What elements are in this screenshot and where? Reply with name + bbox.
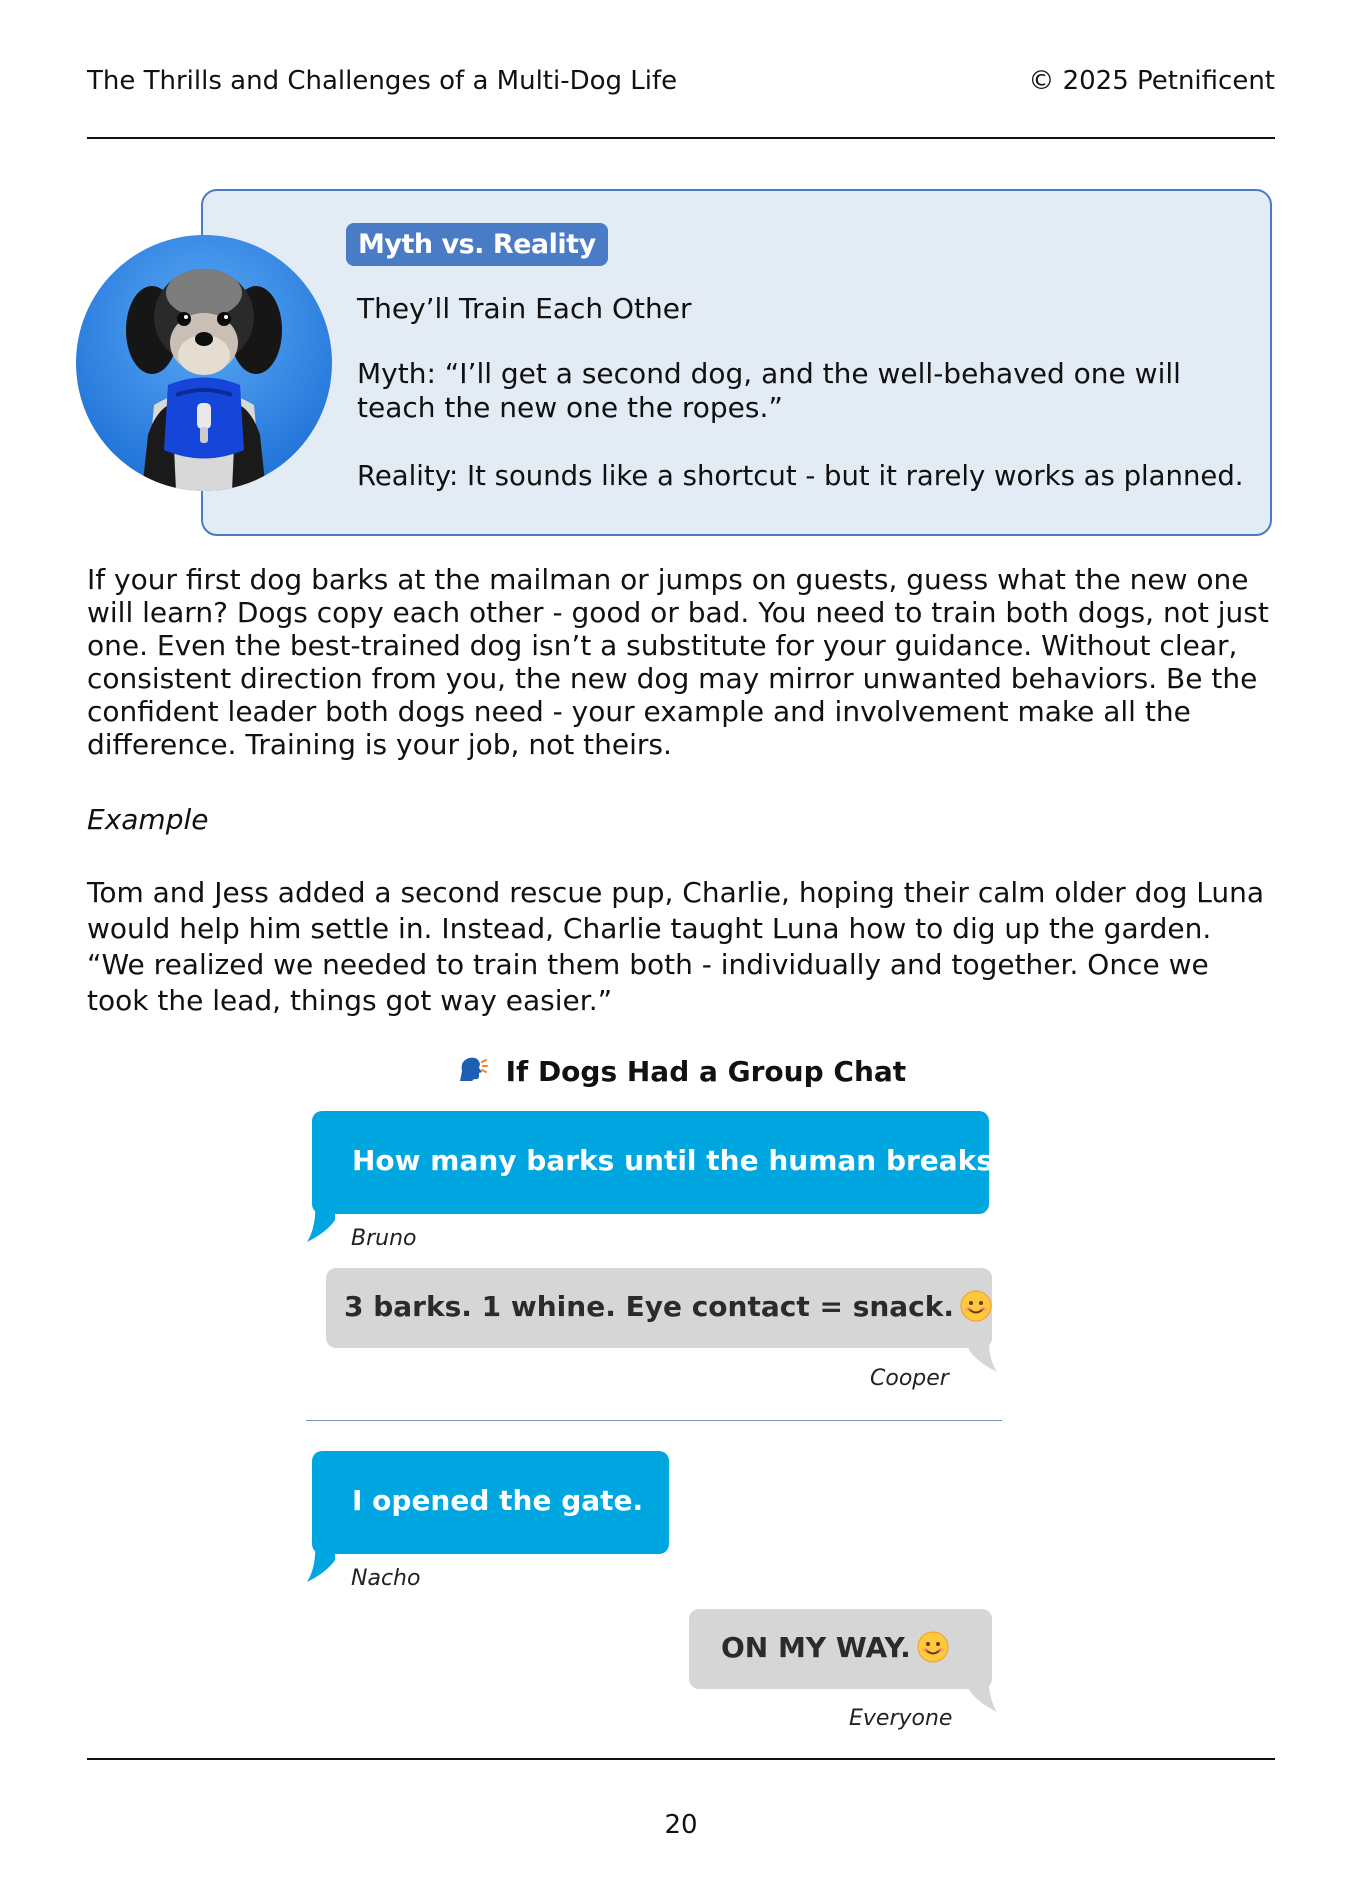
- group-chat-title-text: If Dogs Had a Group Chat: [505, 1055, 907, 1088]
- body-paragraph: If your first dog barks at the mailman or jumps on guests, guess what the new one will learn? Dogs copy each other - good or bad. You need to train both dogs, not just one. Even the best-trained dog isn’t a substitute for your guidance. Without clear, consistent direction from you, the new dog may mirror unwanted behaviors. Be the confident leader both dogs need - your example and involvement make all the difference. Training is your job, not theirs.: [87, 563, 1269, 761]
- myth-reality-badge: Myth vs. Reality: [346, 223, 608, 266]
- smiley-face-icon: [917, 1631, 949, 1670]
- dog-photo-icon: [76, 235, 332, 491]
- chat-divider: [306, 1420, 1002, 1421]
- chat-sender-cooper: Cooper: [870, 1366, 949, 1391]
- chat-bubble-everyone: [689, 1609, 992, 1689]
- chat-bubble-bruno: [312, 1111, 1010, 1214]
- smiley-face-icon: [960, 1290, 992, 1329]
- chat-bubble-cooper: [326, 1268, 992, 1348]
- page-number: 20: [664, 1810, 698, 1840]
- chat-sender-nacho: Nacho: [351, 1566, 421, 1591]
- myth-statement: Myth: “I’ll get a second dog, and the well-behaved one will teach the new one the ropes.”: [357, 357, 1181, 424]
- dog-avatar: [76, 235, 332, 491]
- running-header-copyright: © 2025 Petnificent: [1028, 66, 1275, 96]
- footer-rule: [87, 1758, 1275, 1760]
- chat-message-text: ON MY WAY.: [721, 1631, 911, 1664]
- chat-sender-everyone: Everyone: [849, 1706, 953, 1731]
- chat-message-text: 3 barks. 1 whine. Eye contact = snack.: [344, 1290, 955, 1323]
- example-paragraph: Tom and Jess added a second rescue pup, Charlie, hoping their calm older dog Luna would help him settle in. Instead, Charlie taught Luna how to dig up the garden. “We realized we needed to train them both - individually and together. Once we took the lead, things got way easier.”: [87, 876, 1264, 1017]
- myth-heading: They’ll Train Each Other: [357, 292, 692, 325]
- chat-sender-bruno: Bruno: [351, 1226, 417, 1251]
- header-rule: [87, 137, 1275, 139]
- chat-message-line: [721, 1631, 949, 1670]
- reality-statement: Reality: It sounds like a shortcut - but it rarely works as planned.: [357, 460, 1244, 492]
- chat-message-text: I opened the gate.: [352, 1484, 644, 1517]
- chat-message-line: [344, 1290, 992, 1329]
- speaking-head-icon: [456, 1053, 488, 1092]
- running-header-title: The Thrills and Challenges of a Multi-Dog Life: [87, 66, 678, 96]
- chat-message-text: How many barks until the human breaks?: [352, 1144, 1010, 1177]
- example-label: Example: [87, 803, 209, 836]
- chat-bubble-nacho: [312, 1451, 669, 1554]
- group-chat-title: [0, 1053, 1362, 1092]
